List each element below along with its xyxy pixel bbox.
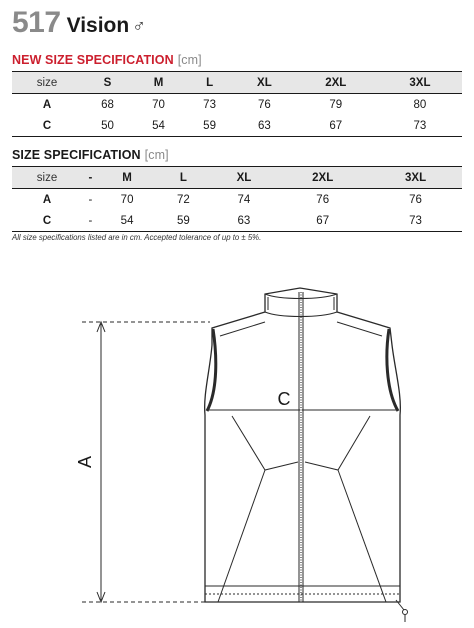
header-cell: size xyxy=(12,72,82,94)
new-spec-title xyxy=(12,53,202,67)
spec-unit: [cm] xyxy=(144,148,169,162)
header-cell: S xyxy=(82,72,133,94)
table-row xyxy=(12,210,462,232)
header-cell: 3XL xyxy=(369,167,462,189)
table-cell: 76 xyxy=(258,98,271,111)
spec-title xyxy=(12,148,169,162)
table-cell: 63 xyxy=(212,210,277,232)
table-row xyxy=(12,94,462,116)
header-cell: M xyxy=(99,167,155,189)
male-icon: ♂ xyxy=(132,16,146,36)
table-cell: - xyxy=(88,193,93,206)
table-cell: 59 xyxy=(155,210,211,232)
product-name: Vision xyxy=(66,14,130,37)
table-cell: 76 xyxy=(316,193,330,206)
table-cell: 74 xyxy=(237,193,251,206)
table-cell: - xyxy=(82,210,99,232)
spec-table xyxy=(12,166,462,232)
table-cell: 79 xyxy=(329,98,343,111)
header-cell: L xyxy=(155,167,211,189)
table-cell: 72 xyxy=(177,193,190,206)
table-header-row xyxy=(12,167,462,189)
tolerance-note: All size specifications listed are in cm. Accepted tolerance of up to ± 5%. xyxy=(12,233,262,242)
table-cell: 67 xyxy=(294,115,378,137)
header-cell: XL xyxy=(235,72,294,94)
header-cell: size xyxy=(12,167,82,189)
table-cell: A xyxy=(42,98,52,111)
header-cell: L xyxy=(184,72,235,94)
zipper xyxy=(299,292,303,602)
table-cell: C xyxy=(12,115,82,137)
table-cell: 73 xyxy=(369,210,462,232)
table-cell: 54 xyxy=(99,210,155,232)
header-cell: 3XL xyxy=(378,72,462,94)
table-cell: 73 xyxy=(203,98,216,111)
vest-technical-drawing xyxy=(0,280,474,628)
table-cell: 54 xyxy=(133,115,184,137)
dimension-a-line xyxy=(82,322,210,602)
table-row xyxy=(12,115,462,137)
header-cell: M xyxy=(133,72,184,94)
product-code: 517 xyxy=(12,6,61,39)
table-cell: 76 xyxy=(409,193,422,206)
table-cell: C xyxy=(12,210,82,232)
drawcord-toggle xyxy=(396,600,408,622)
table-cell: A xyxy=(42,193,52,206)
header-cell: 2XL xyxy=(276,167,369,189)
table-cell: 70 xyxy=(152,98,165,111)
dimension-a-label: A xyxy=(75,455,95,469)
table-cell: 67 xyxy=(276,210,369,232)
table-header-row xyxy=(12,72,462,94)
header-cell: XL xyxy=(212,167,277,189)
new-spec-table xyxy=(12,71,462,137)
table-cell: 50 xyxy=(82,115,133,137)
table-cell: 59 xyxy=(184,115,235,137)
new-spec-title-text: NEW SIZE SPECIFICATION xyxy=(12,53,174,67)
product-header xyxy=(12,6,146,42)
vest-outline xyxy=(205,288,401,602)
spec-title-text: SIZE SPECIFICATION xyxy=(12,148,141,162)
table-row xyxy=(12,189,462,211)
header-cell: - xyxy=(82,167,99,189)
dimension-c-label: C xyxy=(277,389,291,409)
new-spec-unit: [cm] xyxy=(177,53,202,67)
table-cell: 80 xyxy=(413,98,427,111)
header-cell: 2XL xyxy=(294,72,378,94)
table-cell: 68 xyxy=(101,98,114,111)
table-cell: 73 xyxy=(378,115,462,137)
table-cell: 70 xyxy=(120,193,134,206)
table-cell: 63 xyxy=(235,115,294,137)
